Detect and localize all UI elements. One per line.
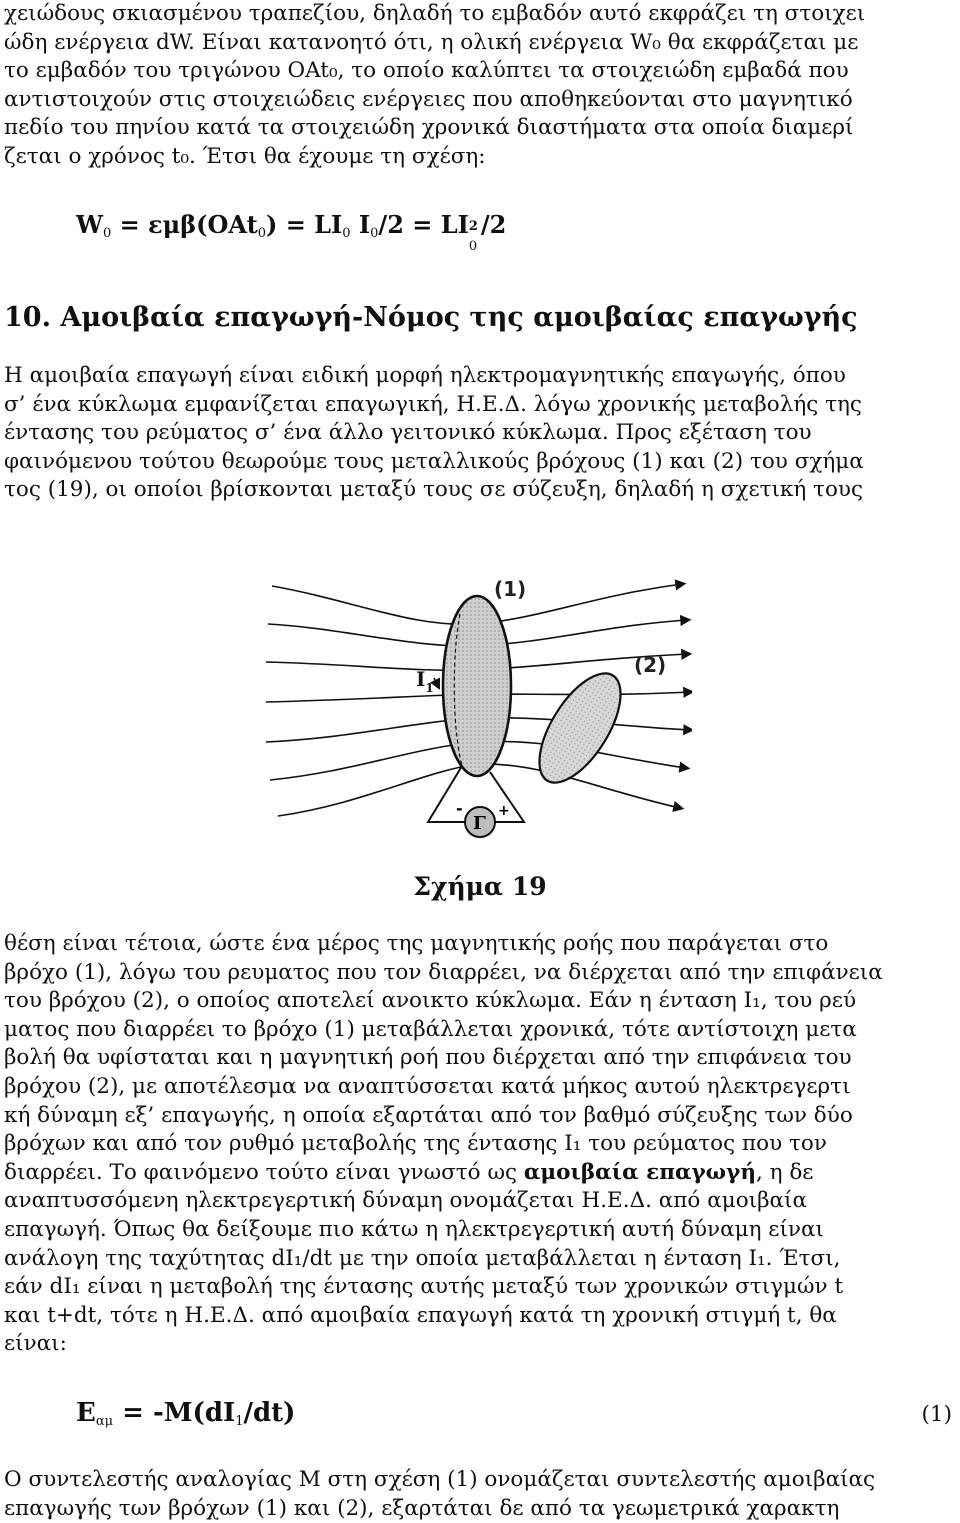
paragraph-mutual-induction-intro (4, 362, 956, 505)
generator-minus: - (456, 799, 463, 818)
label-loop-2: (2) (634, 653, 667, 677)
eq-sub: 0 (370, 226, 379, 241)
text-line: είναι: (4, 1331, 67, 1357)
eq-sub: 0 (342, 226, 351, 241)
eq-text: W (76, 210, 103, 239)
equation-energy (76, 210, 507, 254)
eq-text: /2 (480, 210, 507, 239)
text-line (4, 1159, 956, 1188)
text-line: ματος που διαρρέει το βρόχο (1) μεταβάλλεται χρονικά, τότε αντίστοιχη μετα (4, 1016, 857, 1042)
eq-sub: 0 (257, 226, 266, 241)
text-line: ζεται ο χρόνος t₀. Έτσι θα έχουμε τη σχέση: (4, 143, 486, 169)
loop-1 (443, 596, 511, 776)
paragraph-energy (4, 0, 956, 172)
eq-sub: 0 (102, 226, 112, 241)
text-line: ανάλογη της ταχύτητας dI₁/dt με την οποία μεταβάλλεται η ένταση I₁. Έτσι, (4, 1245, 841, 1271)
text-line: βρόχο (1), λόγω του ρευματος που τον διαρρέει, να διέρχεται από την επιφάνεια (4, 959, 883, 985)
text-line: εάν dI₁ είναι η μεταβολή της έντασης αυτής μεταξύ των χρονικών στιγμών t (4, 1274, 844, 1300)
text-line: του βρόχου (2), ο οποίος αποτελεί ανοικτο κύκλωμα. Εάν η ένταση I₁, του ρεύ (4, 988, 857, 1014)
generator-label: Γ (473, 813, 486, 834)
eq-text: = -M (113, 1398, 193, 1428)
text-line: πεδίο του πηνίου κατά τα στοιχειώδη χρονικά διαστήματα στα οποία διαμερί (4, 115, 854, 141)
equation-number: (1) (921, 1402, 952, 1427)
text-line: βολή θα υφίσταται και η μαγνητική ροή που διέρχεται από την επιφάνεια του (4, 1045, 852, 1071)
paragraph-mutual-induction-explanation (4, 930, 956, 1359)
eq-text: /2 = LI (378, 210, 469, 239)
text-line: επαγωγή. Όπως θα δείξουμε πιο κάτω η ηλεκτρεγερτική αυτή δύναμη είναι (4, 1216, 824, 1242)
equation-mutual-emf (76, 1398, 295, 1429)
generator-plus: + (498, 803, 510, 819)
eq-sub: αμ (95, 1414, 114, 1429)
text-line: αναπτυσσόμενη ηλεκτρεγερτική δύναμη ονομάζεται Η.Ε.Δ. από αμοιβαία (4, 1188, 807, 1214)
text-line: χειώδους σκιασμένου τραπεζίου, δηλαδή το εμβαδόν αυτό εκφράζει τη στοιχει (4, 1, 866, 26)
generator (456, 799, 510, 837)
figure-caption: Σχήμα 19 (413, 872, 547, 901)
eq-text: (dI (192, 1398, 236, 1428)
text-line: αντιστοιχούν στις στοιχειώδεις ενέργειες που αποθηκεύονται στο μαγνητικό (4, 86, 853, 112)
eq-sub: 0 (468, 239, 478, 254)
eq-sub: 1 (235, 1414, 244, 1429)
eq-text: ) = LI (265, 210, 343, 239)
term-mutual-induction: αμοιβαία επαγωγή (523, 1159, 756, 1185)
text-line: επαγωγής των βρόχων (1) και (2), εξαρτάται δε από τα γεωμετρικά χαρακτη (4, 1495, 840, 1521)
loop-2 (523, 661, 636, 796)
current-arrow (434, 678, 438, 686)
text-line: κή δύναμη εξ’ επαγωγής, η οποία εξαρτάται από τον βαθμό σύζευξης των δύο (4, 1102, 853, 1128)
text-line: βρόχου (2), με αποτέλεσμα να αναπτύσσεται κατά μήκος αυτού ηλεκτρεγερτι (4, 1073, 851, 1099)
text-line: θέση είναι τέτοια, ώστε ένα μέρος της μαγνητικής ροής που παράγεται στο (4, 931, 829, 956)
text-run: , η δε (755, 1159, 814, 1185)
label-loop-1: (1) (494, 577, 527, 601)
text-line: και t+dt, τότε η Η.Ε.Δ. από αμοιβαία επαγωγή κατά τη χρονική στιγμή t, θα (4, 1302, 837, 1328)
text-line: σ’ ένα κύκλωμα εμφανίζεται επαγωγική, Η.Ε.Δ. λόγω χρονικής μεταβολής της (4, 391, 862, 417)
text-line: ώδη ενέργεια dW. Είναι κατανοητό ότι, η ολική ενέργεια W₀ θα εκφράζεται με (4, 29, 859, 55)
text-line: τος (19), οι οποίοι βρίσκονται μεταξύ τους σε σύζευξη, δηλαδή η σχετική τους (4, 477, 864, 503)
figure-coupled-loops (262, 566, 692, 852)
section-heading: 10. Αμοιβαία επαγωγή-Νόμος της αμοιβαίας επαγωγής (4, 302, 858, 333)
eq-text: /dt) (243, 1398, 296, 1428)
text-line: βρόχων και από τον ρυθμό μεταβολής της έντασης I₁ του ρεύματος που τον (4, 1131, 827, 1157)
text-line: Ο συντελεστής αναλογίας M στη σχέση (1) ονομάζεται συντελεστής αμοιβαίας (4, 1467, 876, 1492)
eq-text: E (76, 1398, 96, 1428)
eq-sup: 2 (468, 219, 478, 234)
text-line: το εμβαδόν του τριγώνου OAt₀, το οποίο καλύπτει τα στοιχειώδη εμβαδά που (4, 58, 849, 84)
text-line: έντασης του ρεύματος σ’ ένα άλλο γειτονικό κύκλωμα. Προς εξέταση του (4, 420, 812, 446)
text-line: Η αμοιβαία επαγωγή είναι ειδική μορφή ηλεκτρομαγνητικής επαγωγής, όπου (4, 363, 846, 388)
eq-text: = εμβ(OAt (111, 210, 258, 239)
text-line: φαινόμενου τούτου θεωρούμε τους μεταλλικούς βρόχους (1) και (2) του σχήμα (4, 448, 864, 474)
text-run: διαρρέει. Το φαινόμενο τούτο είναι γνωστό ως (4, 1159, 524, 1185)
paragraph-coefficient (4, 1466, 956, 1523)
eq-text: I (350, 210, 371, 239)
label-current: $I_1$ (416, 667, 434, 695)
